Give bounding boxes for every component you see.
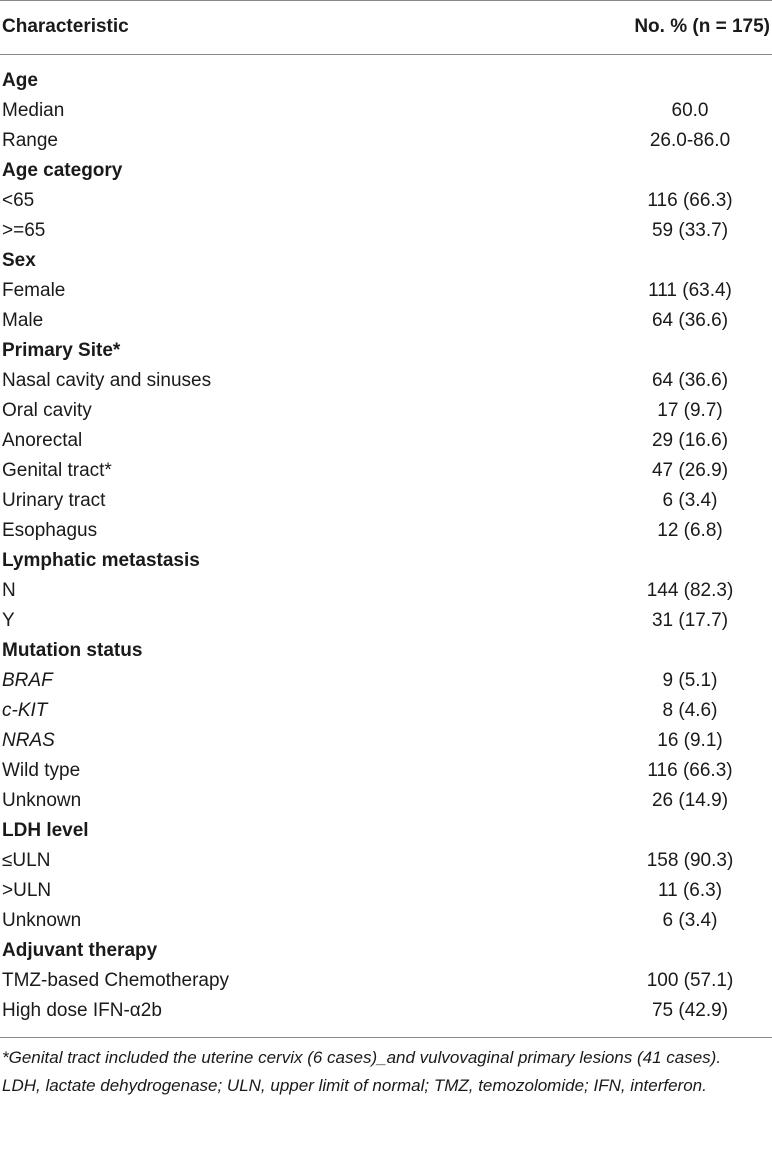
section-label: Age category — [2, 160, 123, 181]
table-row — [0, 848, 772, 878]
section-header-row — [0, 248, 772, 278]
row-label: Y — [2, 610, 15, 631]
row-value: 100 (57.1) — [646, 970, 734, 991]
table-row — [0, 458, 772, 488]
row-value: 11 (6.3) — [657, 880, 723, 901]
table-row — [0, 488, 772, 518]
table-row — [0, 728, 772, 758]
row-label: >ULN — [2, 880, 52, 901]
table-row — [0, 398, 772, 428]
section-label: Adjuvant therapy — [2, 940, 158, 961]
footnote-abbreviations: LDH, lactate dehydrogenase; ULN, upper limit of normal; TMZ, temozolomide; IFN, interferon. — [2, 1076, 707, 1095]
table-row — [0, 878, 772, 908]
bottom-rule — [0, 1037, 772, 1038]
header-characteristic: Characteristic — [2, 16, 129, 37]
table-row — [0, 908, 772, 938]
row-value: 47 (26.9) — [651, 460, 729, 481]
row-value: 16 (9.1) — [657, 730, 723, 751]
row-value: 158 (90.3) — [646, 850, 734, 871]
section-label: Sex — [2, 250, 36, 271]
row-label: >=65 — [2, 220, 46, 241]
row-label: Anorectal — [2, 430, 83, 451]
table-row — [0, 968, 772, 998]
section-label: LDH level — [2, 820, 89, 841]
row-label: NRAS — [2, 730, 55, 751]
row-label: Female — [2, 280, 66, 301]
table-body — [0, 68, 772, 1028]
section-label: Lymphatic metastasis — [2, 550, 200, 571]
table-footnotes — [2, 1044, 770, 1100]
row-label: ≤ULN — [2, 850, 51, 871]
row-value: 6 (3.4) — [662, 910, 718, 931]
row-label: Urinary tract — [2, 490, 106, 511]
table-row — [0, 668, 772, 698]
table-row — [0, 188, 772, 218]
section-header-row — [0, 158, 772, 188]
row-label: BRAF — [2, 670, 53, 691]
section-header-row — [0, 938, 772, 968]
section-label: Primary Site* — [2, 340, 121, 361]
footnote-genital-tract: *Genital tract included the uterine cervix (6 cases)_and vulvovaginal primary lesions (41 cases). — [2, 1048, 722, 1067]
section-label: Age — [2, 70, 38, 91]
row-value: 59 (33.7) — [651, 220, 729, 241]
row-value: 144 (82.3) — [646, 580, 734, 601]
table-row — [0, 518, 772, 548]
row-value: 64 (36.6) — [651, 310, 729, 331]
section-header-row — [0, 338, 772, 368]
table-row — [0, 758, 772, 788]
row-value: 12 (6.8) — [657, 520, 723, 541]
row-label: Range — [2, 130, 58, 151]
header-count-percent: No. % (n = 175) — [634, 16, 770, 37]
row-label: Male — [2, 310, 44, 331]
row-value: 31 (17.7) — [651, 610, 729, 631]
table-row — [0, 98, 772, 128]
row-value: 75 (42.9) — [651, 1000, 729, 1021]
table-row — [0, 278, 772, 308]
row-value: 116 (66.3) — [647, 190, 733, 211]
row-value: 26 (14.9) — [651, 790, 729, 811]
row-value: 60.0 — [671, 100, 709, 121]
row-label: c-KIT — [2, 700, 48, 721]
row-label: TMZ-based Chemotherapy — [2, 970, 230, 991]
row-label: Unknown — [2, 790, 82, 811]
row-value: 29 (16.6) — [651, 430, 729, 451]
row-label: Oral cavity — [2, 400, 92, 421]
row-label: N — [2, 580, 16, 601]
table-header — [0, 0, 772, 54]
section-header-row — [0, 818, 772, 848]
row-label: High dose IFN-α2b — [2, 1000, 162, 1021]
table-row — [0, 308, 772, 338]
row-label: Genital tract* — [2, 460, 112, 481]
section-header-row — [0, 548, 772, 578]
table-row — [0, 608, 772, 638]
row-value: 17 (9.7) — [657, 400, 723, 421]
table-row — [0, 788, 772, 818]
table-row — [0, 368, 772, 398]
section-header-row — [0, 638, 772, 668]
row-label: Nasal cavity and sinuses — [2, 370, 212, 391]
table-row — [0, 698, 772, 728]
row-label: Wild type — [2, 760, 81, 781]
row-value: 9 (5.1) — [662, 670, 718, 691]
row-label: Median — [2, 100, 65, 121]
table-row — [0, 578, 772, 608]
row-value: 8 (4.6) — [662, 700, 718, 721]
row-label: <65 — [2, 190, 35, 211]
table-row — [0, 218, 772, 248]
header-rule — [0, 54, 772, 55]
section-header-row — [0, 68, 772, 98]
table-row — [0, 428, 772, 458]
row-value: 64 (36.6) — [651, 370, 729, 391]
table-row — [0, 128, 772, 158]
row-value: 6 (3.4) — [662, 490, 718, 511]
row-value: 111 (63.4) — [648, 280, 732, 301]
row-value: 116 (66.3) — [647, 760, 733, 781]
row-label: Unknown — [2, 910, 82, 931]
row-label: Esophagus — [2, 520, 98, 541]
row-value: 26.0-86.0 — [649, 130, 731, 151]
section-label: Mutation status — [2, 640, 143, 661]
table-row — [0, 998, 772, 1028]
